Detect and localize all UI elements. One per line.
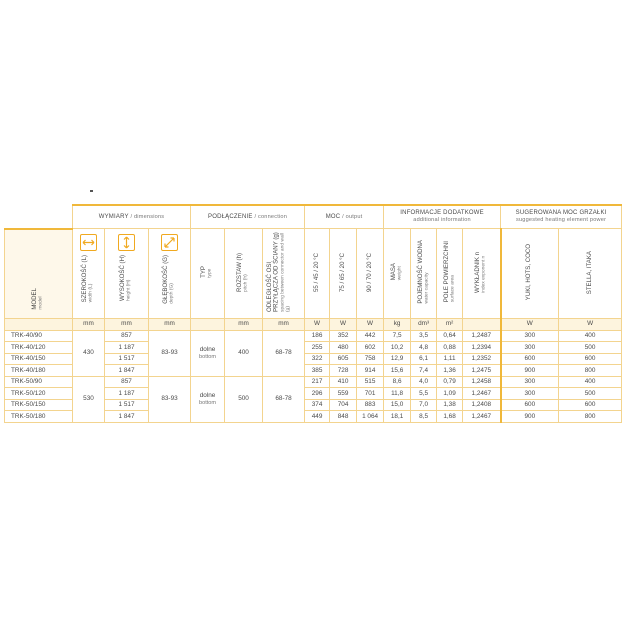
unit-cell: W: [501, 318, 559, 330]
unit-cell: mm: [149, 318, 191, 330]
table-row: TRK-50/120 1 187 296 559 701 11,8 5,5 1,09 1,2467 300 500: [5, 388, 622, 400]
col-width: SZEROKOŚĆ (L) width (L): [73, 229, 105, 319]
group-sugerowana: SUGEROWANA MOC GRZAŁKI suggested heating element power: [501, 205, 622, 229]
stray-dot: [90, 190, 93, 192]
col-model: MODEL model: [5, 229, 73, 319]
units-row: [5, 318, 622, 330]
group-info: INFORMACJE DODATKOWE additional information: [384, 205, 501, 229]
col-sug2: STELLA, ITAKA: [559, 229, 622, 319]
col-sug1: YUKI, HOTS, COCO: [501, 229, 559, 319]
group-moc: MOC / output: [305, 205, 384, 229]
col-p75: 75 / 65 / 20 °C: [330, 229, 357, 319]
unit-cell: mm: [225, 318, 263, 330]
table-row: TRK-40/90 430 857 83-93 dolne bottom 400 68-78 186 352 442 7,5 3,5 0,64 1,2487 300 400: [5, 330, 622, 342]
unit-cell: dm³: [411, 318, 437, 330]
depth-arrows-icon: [161, 234, 178, 251]
unit-cell: W: [305, 318, 330, 330]
unit-cell: W: [559, 318, 622, 330]
col-p90: 90 / 70 / 20 °C: [357, 229, 384, 319]
col-exponent: WYKŁADNIK n index exponent n: [463, 229, 501, 319]
col-surface: POLE POWIERZCHNI surface area: [437, 229, 463, 319]
table-row: TRK-40/180 1 847 385 728 914 15,6 7,4 1,36 1,2475 900 800: [5, 365, 622, 377]
table-row: TRK-50/90 530 857 83-93 dolne bottom 500 68-78 217 410 515 8,6 4,0 0,79 1,2458 300 400: [5, 376, 622, 388]
table-row: TRK-50/150 1 517 374 704 883 15,0 7,0 1,38 1,2408 600 600: [5, 399, 622, 411]
table-row: TRK-50/180 1 847 449 848 1 064 18,1 8,5 1,68 1,2467 900 800: [5, 411, 622, 423]
table-row: TRK-40/150 1 517 322 605 758 12,9 6,1 1,11 1,2352 600 600: [5, 353, 622, 365]
unit-cell: kg: [384, 318, 411, 330]
col-type: TYP type: [191, 229, 225, 319]
unit-cell: W: [357, 318, 384, 330]
unit-cell: m²: [437, 318, 463, 330]
height-arrows-icon: [118, 234, 135, 251]
width-arrows-icon: [80, 234, 97, 251]
unit-cell: mm: [73, 318, 105, 330]
group-wymiary: WYMIARY / dimensions: [73, 205, 191, 229]
col-pitch: ROZSTAW (h) pitch (h): [225, 229, 263, 319]
table-row: TRK-40/120 1 187 255 480 602 10,2 4,8 0,88 1,2394 300 500: [5, 342, 622, 354]
group-podlaczenie: PODŁĄCZENIE / connection: [191, 205, 305, 229]
unit-cell: mm: [263, 318, 305, 330]
col-p55: 55 / 45 / 20 °C: [305, 229, 330, 319]
unit-cell: W: [330, 318, 357, 330]
unit-cell: mm: [105, 318, 149, 330]
col-height: WYSOKOŚĆ (H) height (H): [105, 229, 149, 319]
col-capacity: POJEMNOŚĆ WODNA water capacity: [411, 229, 437, 319]
col-mass: MASA weight: [384, 229, 411, 319]
group-header-row: [5, 205, 622, 229]
col-spacing: ODLEGŁOŚĆ OSI PRZYŁĄCZA OD ŚCIANY (g) spacing between connector and wall (g): [263, 229, 305, 319]
spec-table: [4, 204, 622, 423]
column-header-row: [5, 229, 622, 319]
col-depth: GŁĘBOKOŚĆ (G) depth (G): [149, 229, 191, 319]
